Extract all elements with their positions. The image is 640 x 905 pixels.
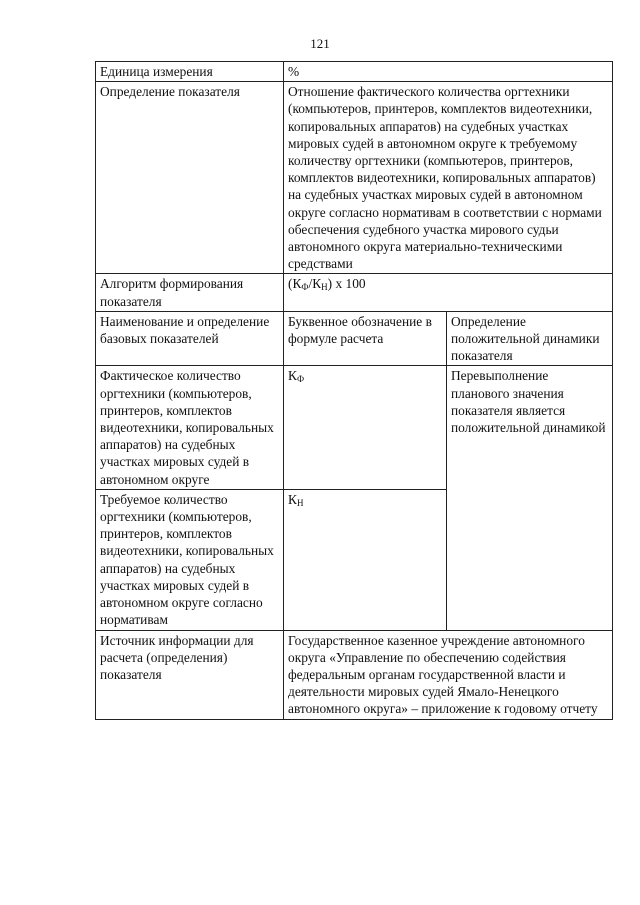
required-symbol [284, 489, 447, 630]
formula-open: (К [288, 276, 302, 292]
actual-name: Фактическое количество оргтехники (компьютеров, принтеров, комплектов видеотехники, копировальных аппаратов) на судебных участках мировых судей в автономном округе [96, 366, 284, 489]
formula-close: ) x 100 [327, 276, 366, 292]
actual-symbol [284, 366, 447, 489]
algorithm-formula [284, 274, 613, 311]
base-header-name: Наименование и определение базовых показателей [96, 311, 284, 366]
definition-value: Отношение фактического количества оргтехники (компьютеров, принтеров, комплектов видеотехники, копировальных аппаратов) на судебных участках мировых судей в автономном округе к требуемому количеству оргтехники (компьютеров, принтеров, комплектов видеотехники, копировальных аппаратов) на судебных участках мировых судей в автономном округе согласно нормативам в соответствии с нормами обеспечения судебного участка мирового судьи автономного округа материально-техническими средствами [284, 82, 613, 274]
table-row-actual [96, 366, 613, 489]
formula-sub-n: Н [321, 282, 328, 293]
base-header-symbol: Буквенное обозначение в формуле расчета [284, 311, 447, 366]
algorithm-label: Алгоритм формирования показателя [96, 274, 284, 311]
required-symbol-letter: К [288, 491, 297, 507]
table-row-unit [96, 62, 613, 82]
table-row-base-header [96, 311, 613, 366]
actual-symbol-sub: Ф [296, 374, 305, 385]
base-header-dynamics: Определение положительной динамики показателя [447, 311, 613, 366]
unit-label: Единица измерения [96, 62, 284, 82]
source-label: Источник информации для расчета (определения) показателя [96, 630, 284, 719]
formula-slash: /К [308, 276, 322, 292]
definition-label: Определение показателя [96, 82, 284, 274]
page-number: 121 [310, 36, 330, 51]
table-row-source [96, 630, 613, 719]
table-row-algorithm [96, 274, 613, 311]
required-name: Требуемое количество оргтехники (компьютеров, принтеров, комплектов видеотехники, копировальных аппаратов) на судебных участках мировых судей в автономном округе согласно нормативам [96, 489, 284, 630]
table-row-definition [96, 82, 613, 274]
actual-symbol-letter: К [288, 368, 297, 384]
source-value: Государственное казенное учреждение автономного округа «Управление по обеспечению содействия федеральным органам государственной власти и деятельности мировых судей Ямало-Ненецкого автономного округа» – приложение к годовому отчету [284, 630, 613, 719]
dynamics-value: Перевыполнение планового значения показателя является положительной динамикой [447, 366, 613, 630]
unit-value: % [284, 62, 613, 82]
required-symbol-sub: Н [296, 497, 304, 508]
formula-sub-f: Ф [301, 282, 309, 293]
indicator-table [95, 61, 613, 720]
